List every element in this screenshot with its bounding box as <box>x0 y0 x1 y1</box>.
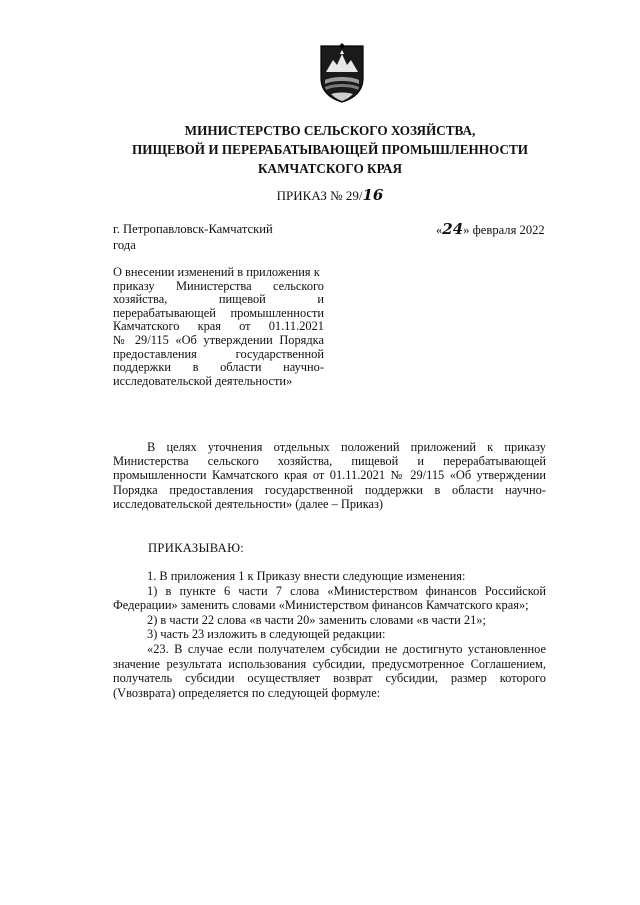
preamble-line: В целях уточнения отдельных положений приложений к приказу <box>147 440 546 454</box>
paragraph-23-line: (Vвозврата) определяется по следующей формуле: <box>113 685 381 700</box>
order-number-handwritten: 16 <box>362 186 384 204</box>
order-directive-heading: ПРИКАЗЫВАЮ: <box>148 541 245 555</box>
issue-date <box>436 221 545 238</box>
year-word: года <box>113 238 136 252</box>
subject-line: Камчатского края от 01.11.2021 <box>113 319 324 334</box>
order-prefix: ПРИКАЗ № 29/ <box>276 188 363 203</box>
subject-line: перерабатывающей промышленности <box>113 305 324 320</box>
paragraph-23: «23. В случае если получателем субсидии не достигнуто установленное <box>147 641 546 656</box>
city-name: г. Петропавловск-Камчатский <box>113 222 273 236</box>
item-1-3: 3) часть 23 изложить в следующей редакции: <box>147 627 386 642</box>
item-1-1-cont: Федерации» заменить словами «Министерством финансов Камчатского края»; <box>113 598 529 613</box>
preamble-line: промышленности Камчатского края от 01.11.2021 № 29/115 «Об утверждении <box>113 468 546 483</box>
date-day-handwritten: 24 <box>442 220 464 238</box>
date-rest: » февраля 2022 <box>463 223 545 237</box>
subject-line: О внесении изменений в приложения к <box>113 265 320 279</box>
ministry-line-1: МИНИСТЕРСТВО СЕЛЬСКОГО ХОЗЯЙСТВА, <box>184 123 476 138</box>
order-number <box>220 186 440 205</box>
paragraph-23-line: значение результата использования субсидии, предусмотренное Соглашением, <box>113 656 546 671</box>
subject-line: приказу Министерства сельского <box>113 278 324 293</box>
subject-line: № 29/115 «Об утверждении Порядка <box>113 332 324 347</box>
coat-of-arms-icon <box>317 42 367 104</box>
preamble <box>113 440 546 511</box>
item-1-2: 2) в части 22 слова «в части 20» заменить словами «в части 21»; <box>147 612 486 627</box>
preamble-line: Порядка предоставления государственной поддержки в области научно- <box>113 482 546 497</box>
subject-line: предоставления государственной <box>113 346 324 361</box>
order-body <box>113 569 546 700</box>
subject-line: поддержки в области научно- <box>113 360 324 375</box>
item-1-1: 1) в пункте 6 части 7 слова «Министерством финансов Российской <box>147 583 546 598</box>
date-open-quote: « <box>436 223 443 237</box>
subject-line: хозяйства, пищевой и <box>113 292 324 307</box>
paragraph-23-line: получатель субсидии осуществляет возврат субсидии, размер которого <box>113 671 546 686</box>
item-1: 1. В приложения 1 к Приказу внести следующие изменения: <box>147 569 466 583</box>
order-subject <box>113 266 324 388</box>
subject-line: исследовательской деятельности» <box>113 373 293 388</box>
preamble-line: исследовательской деятельности» (далее – Приказ) <box>113 496 384 511</box>
issue-place <box>113 221 273 253</box>
preamble-line: Министерства сельского хозяйства, пищевой и перерабатывающей <box>113 454 546 469</box>
ministry-line-2: ПИЩЕВОЙ И ПЕРЕРАБАТЫВАЮЩЕЙ ПРОМЫШЛЕННОСТИ <box>131 142 529 157</box>
ministry-line-3: КАМЧАТСКОГО КРАЯ <box>258 161 402 176</box>
ministry-header <box>110 121 550 178</box>
